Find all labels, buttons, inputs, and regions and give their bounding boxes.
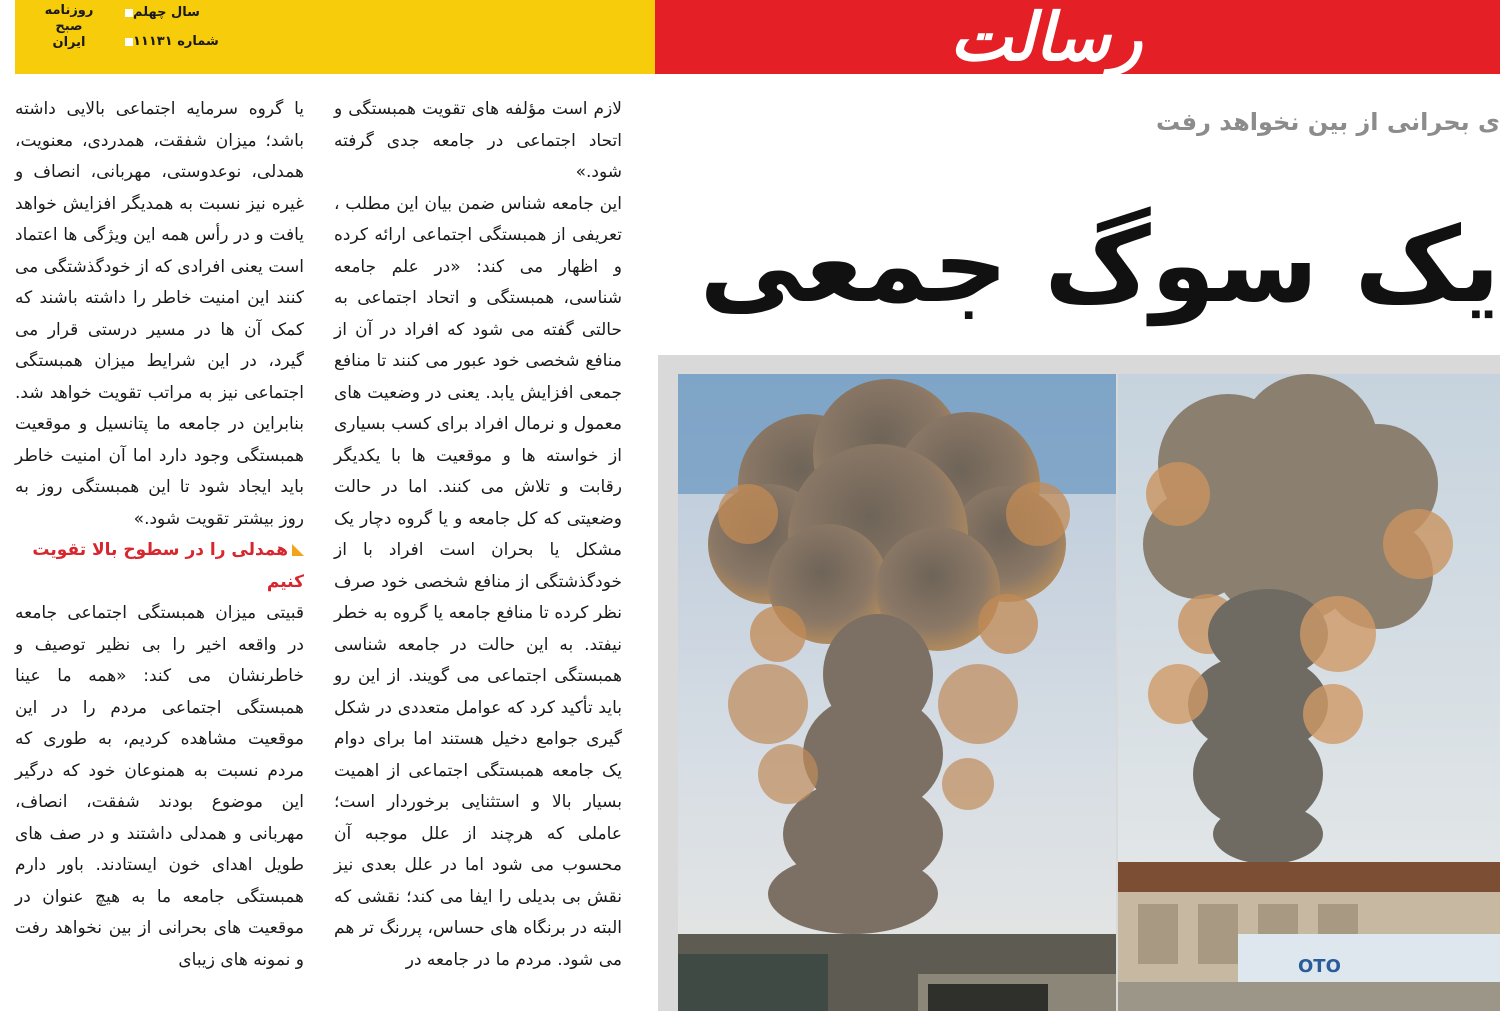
issue-number: شماره ۱۱۱۳۱	[133, 34, 219, 49]
paper-name-line-3: ایران	[52, 35, 86, 50]
paper-name-line-2: صبح	[55, 19, 83, 34]
logo-text: رسالت	[950, 0, 1143, 76]
paragraph: این جامعه شناس ضمن بیان این مطلب ، تعریفی از همبستگی اجتماعی ارائه کرده و اظهار می کند: «در علم جامعه شناسی، همبستگی و اتحاد اجتماعی به حالتی گفته می شود که افراد در آن از منافع شخصی خود عبور می کنند تا منافع جمعی افزایش یابد. یعنی در وضعیت های معمول و نرمال افراد برای کسب بسیاری از خواسته ها و موقعیت ها با یکدیگر رقابت و تلاش می کنند. اما در حالت وضعیتی که کل جامعه و یا گروه دچار یک مشکل یا بحران است افراد با از خودگذشتگی از منافع شخصی خود صرف نظر کرده تا منافع جامعه یا گروه به خطر نیفتد. به این حالت در جامعه شناسی همبستگی اجتماعی می گویند. از این رو باید تأکید کرد که عوامل متعددی در شکل گیری جوامع دخیل هستند اما برای دوام یک جامعه همبستگی اجتماعی از اهمیت بسیار بالا و استثنایی برخوردار است؛ عاملی که هرچند از علل موجبه آن محسوب می شود اما در علل بعدی نیز نقش بی بدیلی را ایفا می کند؛ نقشی که البته در برنگاه های حساس، پررنگ تر هم می شود. مردم ما در جامعه در	[334, 193, 622, 970]
main-headline: یک سوگ جمعی	[699, 204, 1500, 326]
container-label: OTO	[1298, 956, 1341, 977]
paper-name-line-1: روزنامه	[44, 3, 94, 18]
explosion-photo-left	[678, 374, 1116, 1011]
headline-kicker: ی بحرانی از بین نخواهد رفت	[1155, 108, 1500, 136]
year-text: سال چهلم	[133, 5, 200, 20]
paragraph: لازم است مؤلفه های تقویت همبستگی و اتحاد اجتماعی در جامعه جدی گرفته شود.»	[334, 99, 622, 182]
article-column-middle	[334, 94, 622, 1011]
paragraph: یا گروه سرمایه اجتماعی بالایی داشته باشد؛ میزان شفقت، همدردی، معنویت، همدلی، نوعدوستی، مهربانی، انصاف و غیره نیز نسبت به همدیگر افزایش خواهد یافت و در رأس همه این ویژگی ها اعتماد است یعنی افرادی که از خودگذشتگی می کنند این امنیت خاطر را داشته باشند که کمک آن ها در مسیر درستی قرار می گیرد، در این شرایط میزان همبستگی اجتماعی نیز به مراتب تقویت خواهد شد. بنابراین در جامعه ما پتانسیل و موقعیت همبستگی وجود دارد اما آن امنیت خاطر باید ایجاد شود تا این همبستگی روز به روز بیشتر تقویت شود.»	[15, 99, 304, 529]
newspaper-logo	[668, 0, 1143, 78]
subhead-text: همدلی را در سطوح بالا تقویت کنیم	[32, 540, 304, 592]
year-line	[120, 5, 200, 20]
square-bullet-icon	[125, 38, 133, 46]
explosion-photo-right	[1118, 374, 1500, 1011]
issue-line	[120, 34, 219, 49]
paper-name	[40, 3, 98, 51]
masthead-yellow-band	[15, 0, 655, 74]
square-bullet-icon	[125, 9, 133, 17]
paragraph: قبیتی میزان همبستگی اجتماعی جامعه در واقعه اخیر را بی نظیر توصیف و خاطرنشان می کند: «همه ما عینا همبستگی اجتماعی مردم را در این موقعیت مشاهده کردیم، به طوری که مردم نسبت به همنوعان خود که درگیر این موضوع بودند شفقت، انصاف، مهربانی و همدلی داشتند و در صف های طویل اهدای خون ایستادند. باور دارم همبستگی جامعه ما به هیچ عنوان در موقعیت های بحرانی از بین نخواهد رفت و نمونه های زیبای	[15, 603, 304, 970]
triangle-marker-icon	[292, 544, 304, 556]
article-column-left	[15, 94, 304, 1011]
section-subhead	[15, 535, 304, 598]
